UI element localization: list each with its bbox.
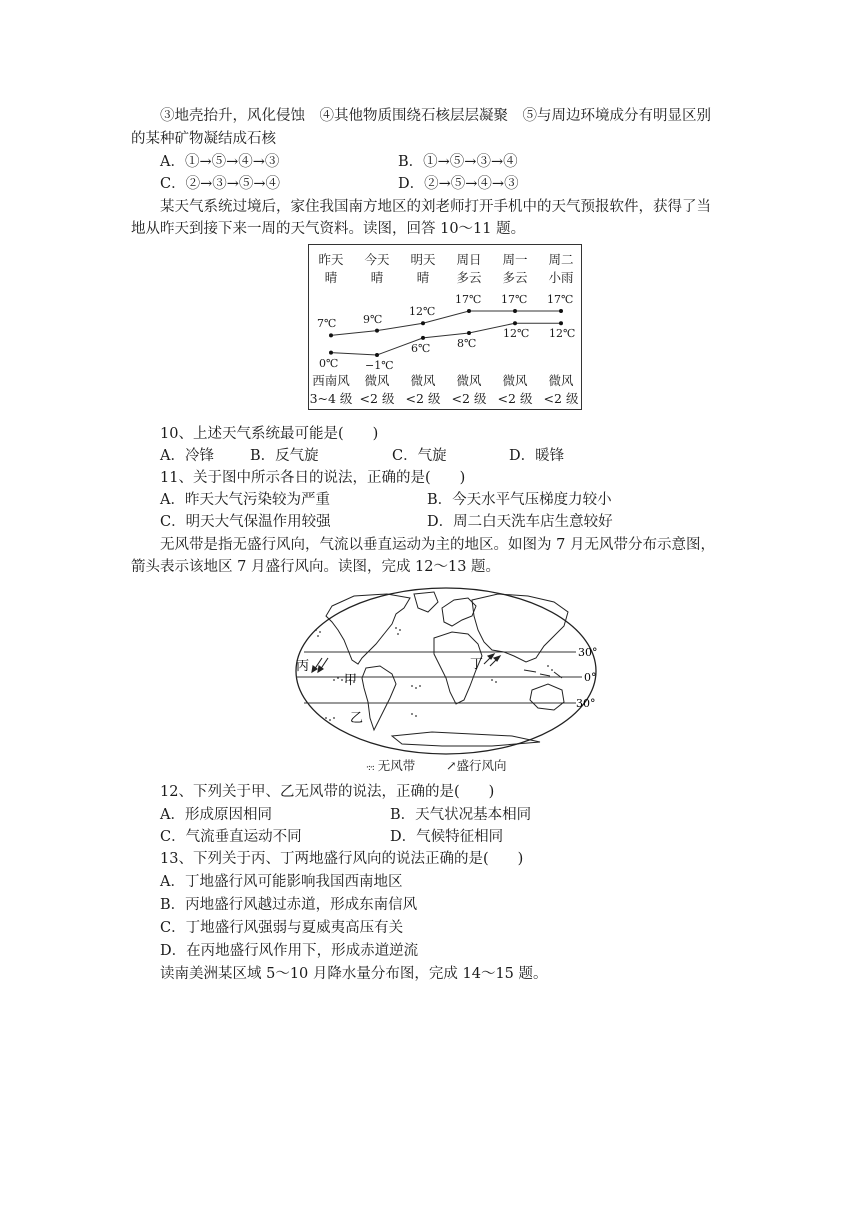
q13-option-d: D．在丙地盛行风作用下，形成赤道逆流	[160, 943, 419, 959]
q13-option-a: A．丁地盛行风可能影响我国西南地区	[160, 874, 403, 890]
north-america-outline	[326, 594, 410, 664]
label-bing: 丙	[296, 659, 310, 674]
intro-paragraph-1: 某天气系统过境后，家住我国南方地区的刘老师打开手机中的天气预报软件，获得了当	[160, 199, 711, 215]
q12-option-a: A．形成原因相同	[160, 807, 272, 823]
q11-option-a: A．昨天大气污染较为严重	[160, 492, 330, 508]
label-yi: 乙	[350, 711, 364, 726]
forecast-wind-level: <2 级	[497, 391, 533, 406]
low-temperature-line-point	[559, 321, 563, 325]
question-12: 12、下列关于甲、乙无风带的说法，正确的是( )	[160, 784, 495, 800]
low-temperature-line-point	[421, 336, 425, 340]
forecast-condition: 小雨	[548, 270, 574, 285]
low-temperature-label: 12℃	[549, 327, 576, 341]
q11-option-d: D．周二白天洗车店生意较好	[427, 514, 613, 530]
forecast-day-label: 昨天	[318, 252, 344, 267]
forecast-day-label: 周一	[502, 252, 528, 267]
intro-paragraph-1-cont: 地从昨天到接下来一周的天气资料。读图，回答 10～11 题。	[131, 221, 526, 237]
forecast-wind: 微风	[502, 373, 528, 388]
q10-option-c: C．气旋	[392, 448, 447, 464]
label-jia: 甲	[344, 673, 358, 688]
forecast-condition: 晴	[324, 270, 338, 285]
q13-option-b: B．丙地盛行风越过赤道，形成东南信风	[160, 897, 418, 913]
intro-paragraph-2-cont: 箭头表示该地区 7 月盛行风向。读图，完成 12～13 题。	[131, 559, 501, 575]
europe-outline	[442, 598, 476, 626]
low-temperature-label: 8℃	[457, 337, 477, 350]
legend-calm-belt	[366, 758, 415, 776]
q9-option-d: D．②→⑤→④→③	[398, 176, 519, 192]
australia-outline	[530, 684, 564, 710]
forecast-wind: 微风	[456, 373, 482, 388]
forecast-wind-level: 3~4 级	[309, 391, 353, 406]
intro-paragraph-2: 无风带是指无盛行风向，气流以垂直运动为主的地区。如图为 7 月无风带分布示意图，	[160, 537, 715, 553]
low-temperature-label: 0℃	[319, 356, 339, 370]
q11-option-b: B．今天水平气压梯度力较小	[427, 492, 612, 508]
question-11: 11、关于图中所示各日的说法，正确的是( )	[160, 470, 466, 486]
high-temperature-label: 7℃	[317, 317, 337, 331]
q13-option-c: C．丁地盛行风强弱与夏威夷高压有关	[160, 920, 404, 936]
high-temperature-label: 17℃	[547, 293, 574, 306]
lat-label-equator: 0°	[584, 671, 597, 684]
low-temperature-line-point	[513, 321, 517, 325]
high-temperature-label: 17℃	[455, 293, 482, 306]
forecast-condition: 晴	[370, 270, 384, 285]
q9-option-a: A．①→⑤→④→③	[160, 154, 280, 170]
high-temperature-line-point	[513, 309, 517, 313]
q10-option-a: A．冷锋	[160, 448, 214, 464]
legend-wind-direction	[446, 758, 507, 774]
forecast-condition: 多云	[456, 270, 482, 285]
calm-belt-world-map	[292, 586, 606, 776]
low-temperature-label: 12℃	[503, 327, 530, 341]
forecast-condition: 多云	[502, 270, 528, 285]
legend-wind-label: 盛行风向	[456, 758, 507, 773]
text-line: 的某种矿物凝结成石核	[131, 131, 276, 147]
weather-forecast-figure	[308, 244, 582, 410]
forecast-wind-level: <2 级	[359, 391, 395, 406]
high-temperature-line-point	[559, 309, 563, 313]
world-map-drawing	[292, 586, 606, 756]
question-10: 10、上述天气系统最可能是( )	[160, 426, 379, 442]
map-frame	[296, 588, 596, 754]
low-temperature-line-point	[375, 353, 379, 357]
forecast-day-label: 今天	[364, 252, 390, 267]
forecast-wind: 西南风	[312, 373, 350, 388]
low-temperature-line-point	[467, 331, 471, 335]
q11-option-c: C．明天大气保温作用较强	[160, 514, 331, 530]
q9-option-c: C．②→③→⑤→④	[160, 176, 281, 192]
forecast-condition: 晴	[416, 270, 430, 285]
forecast-wind: 微风	[548, 373, 574, 388]
calm-belt-symbol-icon: ·:·:	[366, 763, 374, 773]
q10-option-b: B．反气旋	[250, 448, 319, 464]
forecast-wind-level: <2 级	[451, 391, 487, 406]
high-temperature-line-point	[329, 333, 333, 337]
forecast-day-label: 周二	[548, 252, 574, 267]
q10-option-d: D．暖锋	[509, 448, 565, 464]
arrow-icon: ↗	[446, 758, 457, 773]
high-temperature-line-point	[375, 329, 379, 333]
lat-label-30n: 30°	[578, 646, 598, 659]
greenland-outline	[414, 592, 438, 612]
high-temperature-label: 17℃	[501, 293, 528, 306]
low-temperature-line-point	[329, 351, 333, 355]
forecast-day-label: 周日	[456, 252, 482, 267]
high-temperature-line-point	[421, 321, 425, 325]
forecast-wind-level: <2 级	[405, 391, 441, 406]
high-temperature-label: 12℃	[409, 305, 436, 319]
antarctica-outline	[392, 732, 540, 746]
high-temperature-line-point	[467, 309, 471, 313]
forecast-wind-level: <2 级	[543, 391, 579, 406]
low-temperature-label: 6℃	[411, 341, 431, 355]
legend-calm-label: 无风带	[377, 758, 416, 773]
forecast-wind: 微风	[410, 373, 436, 388]
south-america-outline	[362, 666, 396, 730]
q12-option-c: C．气流垂直运动不同	[160, 829, 302, 845]
q12-option-b: B．天气状况基本相同	[390, 807, 532, 823]
forecast-day-label: 明天	[410, 252, 436, 267]
q9-option-b: B．①→⑤→③→④	[398, 154, 518, 170]
high-temperature-label: 9℃	[363, 312, 383, 326]
text-line: ③地壳抬升，风化侵蚀 ④其他物质围绕石核层层凝聚 ⑤与周边环境成分有明显区别	[160, 108, 711, 124]
q12-option-d: D．气候特征相同	[390, 829, 504, 845]
question-13: 13、下列关于丙、丁两地盛行风向的说法正确的是( )	[160, 851, 524, 867]
lat-label-30s: 30°	[576, 697, 596, 710]
label-ding: 丁	[470, 657, 484, 672]
forecast-wind: 微风	[364, 373, 390, 388]
low-temperature-label: −1℃	[365, 359, 394, 372]
intro-paragraph-3: 读南美洲某区域 5～10 月降水量分布图，完成 14～15 题。	[160, 966, 548, 982]
